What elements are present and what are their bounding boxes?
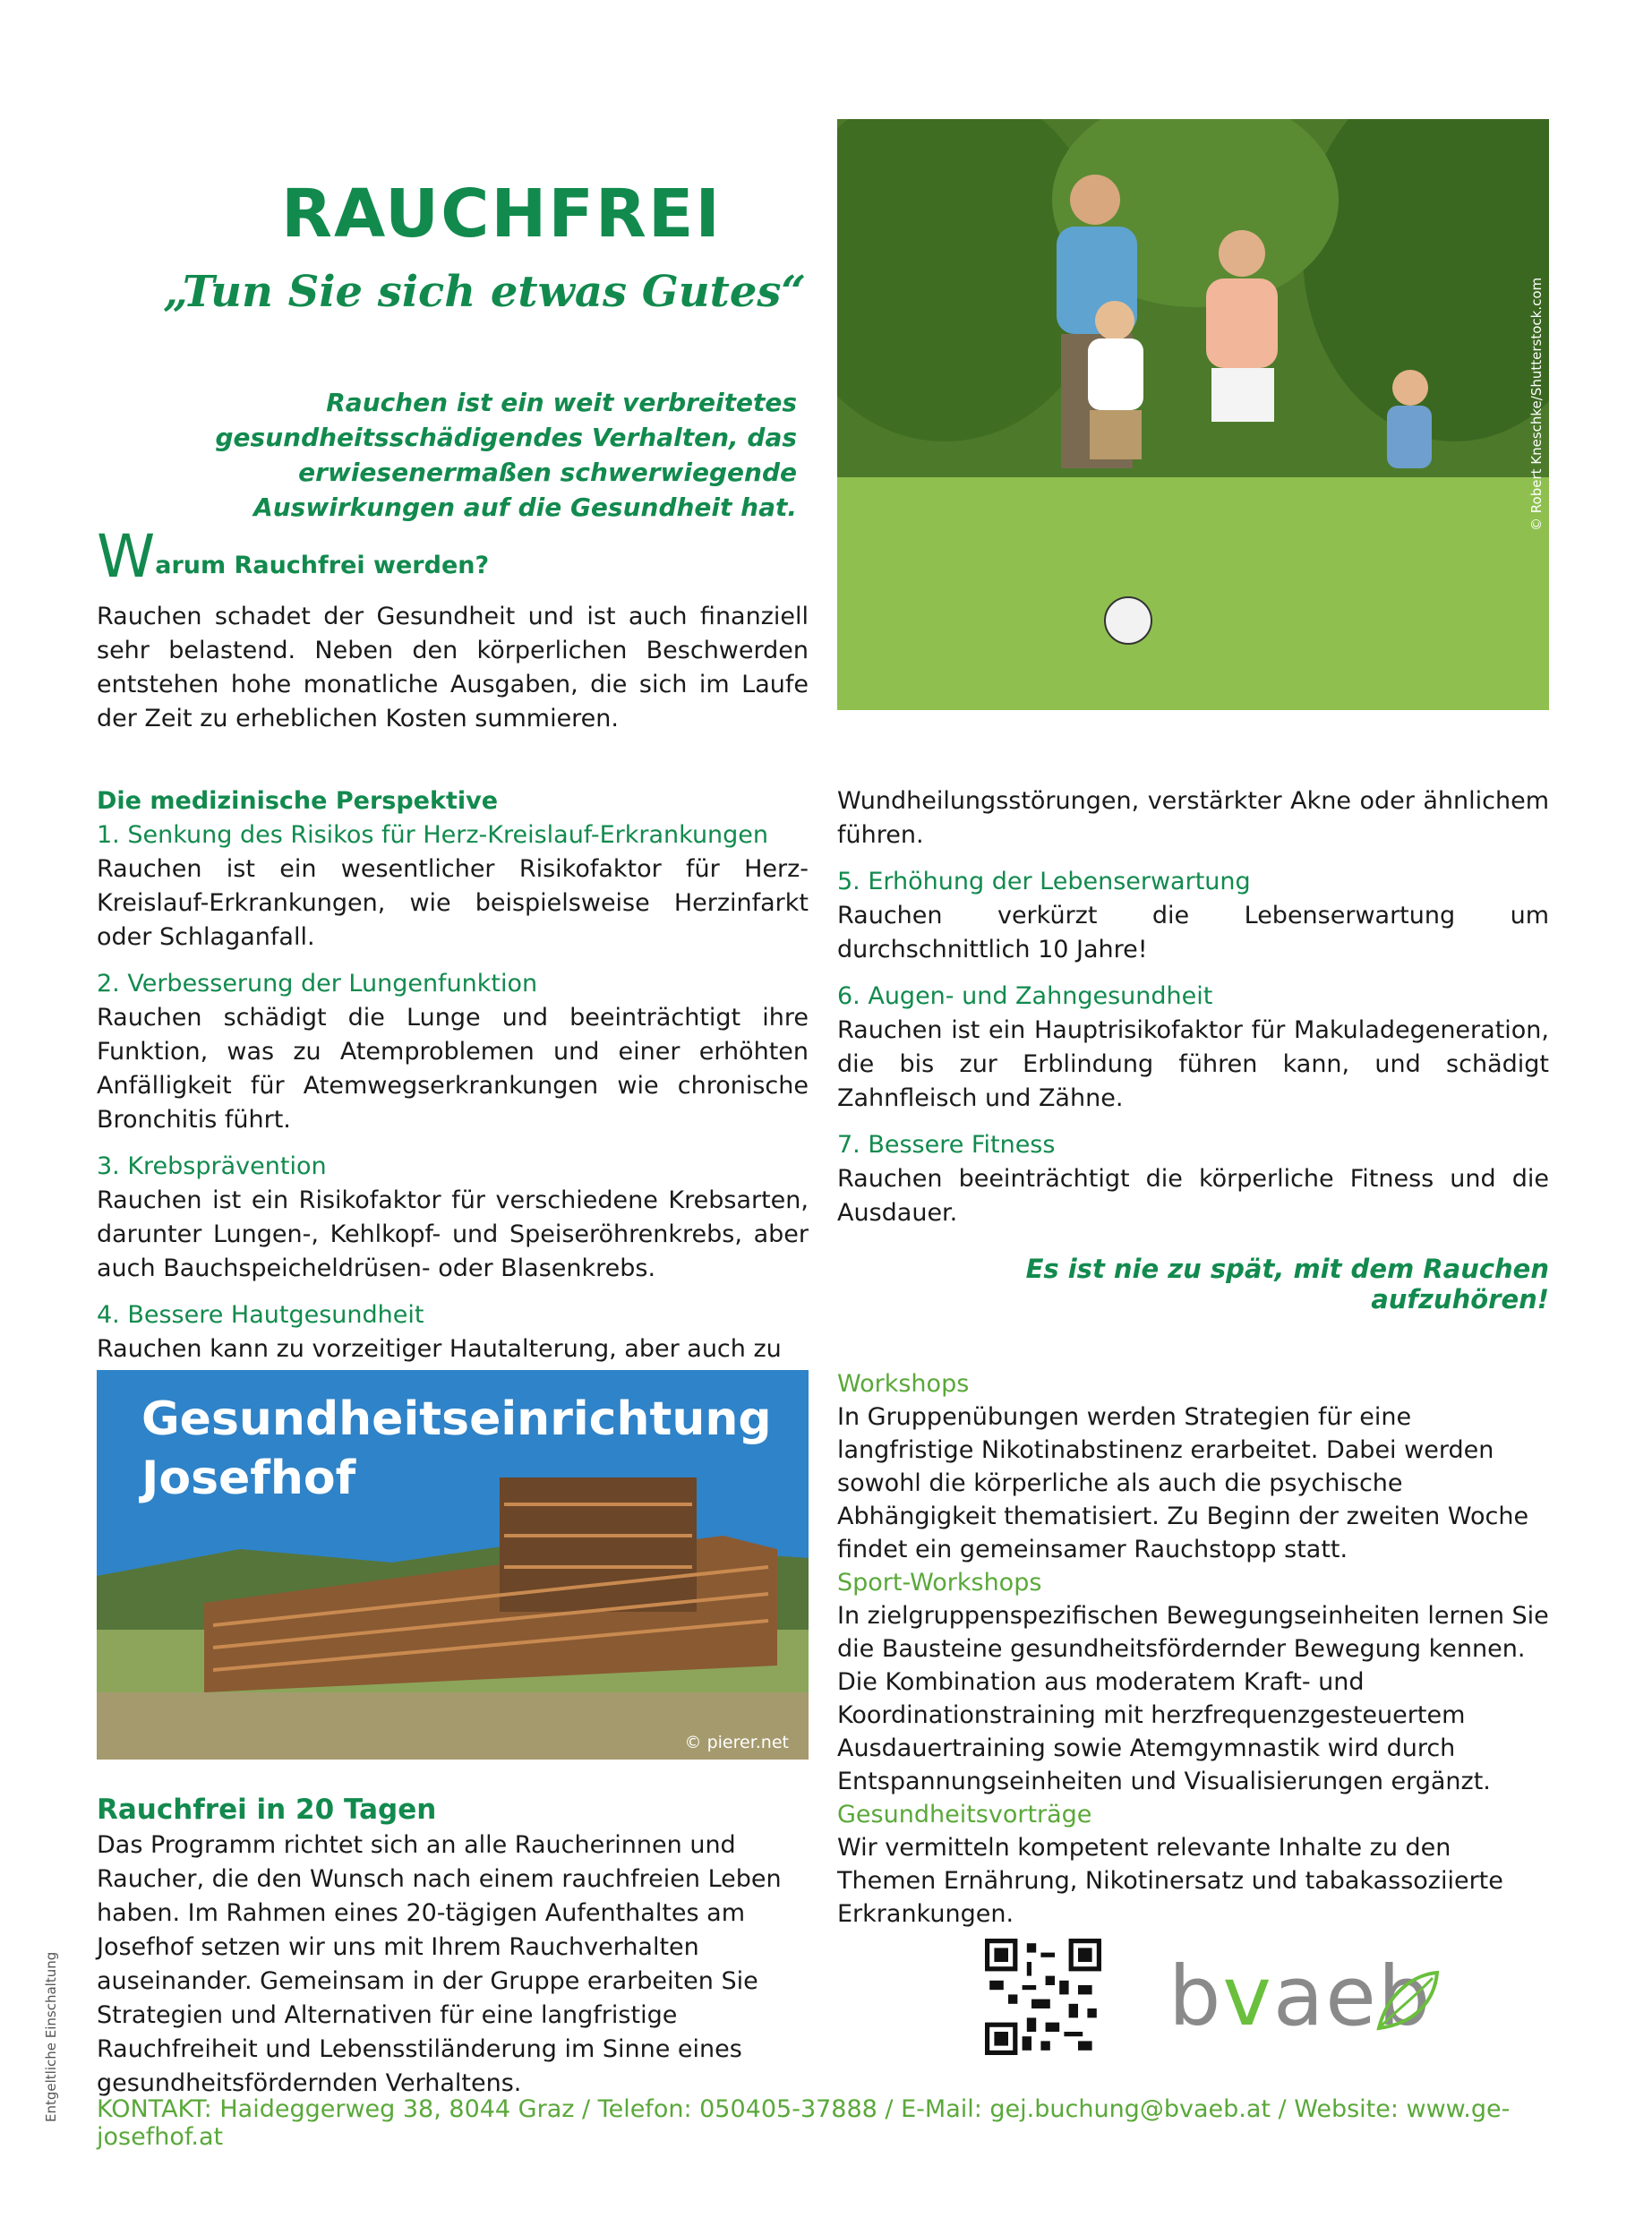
side-note: Entgeltliche Einschaltung bbox=[43, 1951, 59, 2122]
program-text: Das Programm richtet sich an alle Raucherinnen und Raucher, die den Wunsch nach einem rauchfreien Leben haben. Im Rahmen eines 20-tägigen Aufenthaltes am Josefhof setzen wir uns mit Ihrem Rauchverhalten auseinander. Gemeinsam in der Gruppe erarbeiten Sie Strategien und Alternativen für eine langfristige Rauchfreiheit und Lebensstiländerung im Sinne eines gesundheitsfördernden Verhaltens. bbox=[97, 1831, 782, 2097]
family-photo bbox=[837, 119, 1549, 710]
family-photo-illustration bbox=[837, 119, 1549, 710]
medical-item: 3. Krebsprävention Rauchen ist ein Risikofaktor für verschiedene Krebsarten, darunter Lungen-, Kehlkopf- und Speiseröhrenkrebs, aber auch Bauchspeicheldrüsen- oder Blasenkrebs. bbox=[97, 1152, 809, 1282]
bvaeb-logo[interactable]: bvaeb bbox=[1168, 1948, 1433, 2044]
medical-item: 6. Augen- und Zahngesundheit Rauchen ist ein Hauptrisikofaktor für Makuladegeneration, die bis zur Erblindung führen kann, und schädigt Zahnfleisch und Zähne. bbox=[837, 982, 1549, 1112]
medical-item: 4. Bessere Hautgesundheit Rauchen kann zu vorzeitiger Hautalterung, aber auch zu bbox=[97, 1301, 782, 1363]
drop-cap: W bbox=[97, 522, 156, 591]
qr-code[interactable] bbox=[985, 1939, 1101, 2055]
leaf-icon bbox=[1370, 1965, 1442, 2037]
intro-text: Rauchen ist ein weit verbreitetes gesundheitsschädigendes Verhalten, das erwiesenermaßen schwerwiegende Auswirkungen auf die Gesundheit hat. bbox=[215, 388, 797, 522]
medical-right-column bbox=[837, 784, 1549, 1243]
medical-item: 2. Verbesserung der Lungenfunktion Rauchen schädigt die Lunge und beeinträchtigt ihre Funktion, was zu Atemproblemen und einer erhöhten Anfälligkeit für Atemwegserkrankungen wie chronische Bronchitis führt. bbox=[97, 970, 809, 1134]
why-text: Rauchen schadet der Gesundheit und ist auch finanziell sehr belastend. Neben den körperlichen Beschwerden entstehen hohe monatliche Ausgaben, die sich im Laufe der Zeit zu erheblichen Kosten summieren. bbox=[97, 603, 809, 732]
why-heading bbox=[97, 522, 490, 591]
medical-item: 5. Erhöhung der Lebenserwartung Rauchen verkürzt die Lebenserwartung um durchschnittlich 10 Jahre! bbox=[837, 868, 1549, 963]
medical-item-continued: Wundheilungsstörungen, verstärkter Akne oder ähnlichem führen. bbox=[837, 787, 1549, 849]
medical-item: 1. Senkung des Risikos für Herz-Kreislauf-Erkrankungen Rauchen ist ein wesentlicher Risikofaktor für Herz-Kreislauf-Erkrankungen, wie beispielsweise Herzinfarkt oder Schlaganfall. bbox=[97, 821, 809, 951]
medical-heading: Die medizinische Perspektive bbox=[97, 787, 499, 815]
medical-left-column bbox=[97, 784, 809, 1379]
offer-item: Sport-Workshops In zielgruppenspezifischen Bewegungseinheiten lernen Sie die Bausteine gesundheitsfördernder Bewegung kennen. Die Kombination aus moderatem Kraft- und Koordinationstraining mit herzfrequenzgesteuertem Ausdauertraining sowie Atemgymnastik wird durch Entspannungseinheiten und Visualisierungen ergänzt. bbox=[837, 1569, 1549, 1795]
medical-item: 7. Bessere Fitness Rauchen beeinträchtigt die körperliche Fitness und die Ausdauer. bbox=[837, 1131, 1549, 1227]
page-title: RAUCHFREI bbox=[281, 176, 722, 253]
family-photo-credit: © Robert Kneschke/Shutterstock.com bbox=[1528, 277, 1545, 531]
offers-list bbox=[837, 1367, 1549, 1931]
josefhof-photo-credit: © pierer.net bbox=[684, 1733, 789, 1752]
josefhof-title: Gesundheitseinrichtung Josefhof bbox=[141, 1392, 772, 1505]
offer-item: Workshops In Gruppenübungen werden Strategien für eine langfristige Nikotinabstinenz erarbeitet. Dabei werden sowohl die körperliche als auch die psychische Abhängigkeit thematisiert. Zu Beginn der zweiten Woche findet ein gemeinsamer Rauchstopp statt. bbox=[837, 1370, 1529, 1563]
offer-item: Gesundheitsvorträge Wir vermitteln kompetent relevante Inhalte zu den Themen Ernährung, Nikotinersatz und tabakassoziierte Erkrankungen. bbox=[837, 1801, 1503, 1928]
closing-message: Es ist nie zu spät, mit dem Rauchen aufzuhören! bbox=[1025, 1254, 1549, 1315]
josefhof-photo bbox=[97, 1370, 809, 1760]
program-heading: Rauchfrei in 20 Tagen bbox=[97, 1794, 437, 1826]
why-heading-text: arum Rauchfrei werden? bbox=[155, 552, 490, 579]
subtitle: „Tun Sie sich etwas Gutes“ bbox=[163, 267, 806, 317]
contact-footer: KONTAKT: Haideggerweg 38, 8044 Graz / Telefon: 050405-37888 / E-Mail: gej.buchung@bvaeb.at / Website: www.ge-josefhof.at bbox=[97, 2095, 1511, 2151]
